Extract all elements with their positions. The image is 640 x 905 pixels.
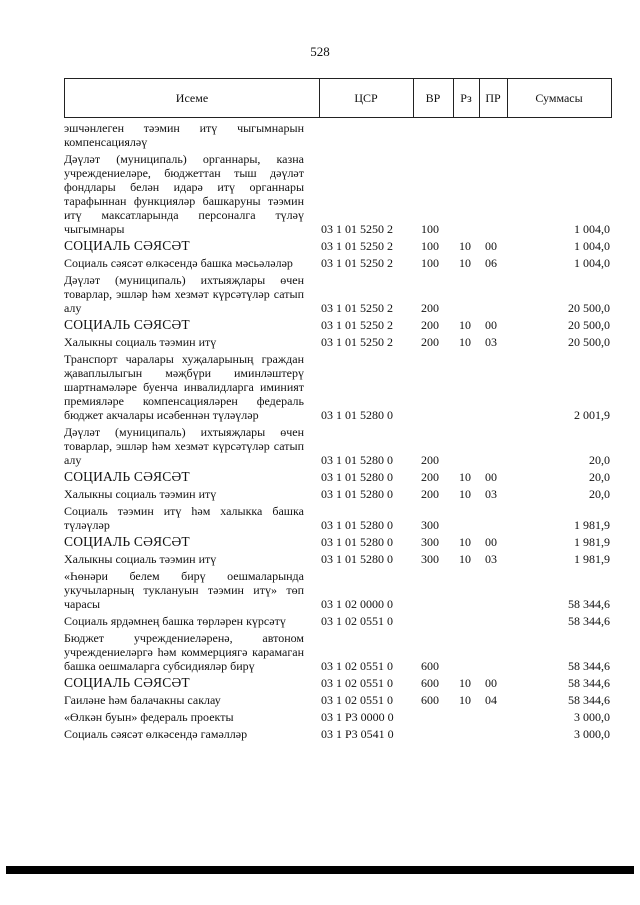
row-csr: 03 1 01 5250 2 bbox=[321, 222, 393, 236]
row-sum: 1 004,0 bbox=[574, 256, 610, 270]
row-vr: 200 bbox=[421, 335, 439, 349]
row-name: «Һөнәри белем бирү оешмаларында укучыларның туклануын тәэмин итү» төп чарасы bbox=[64, 569, 304, 611]
row-sum: 1 981,9 bbox=[574, 535, 610, 549]
table-row bbox=[64, 676, 612, 690]
row-name: СОЦИАЛЬ СӘЯСӘТ bbox=[64, 238, 190, 253]
table-row bbox=[64, 569, 612, 611]
row-sum: 58 344,6 bbox=[568, 597, 610, 611]
row-pr: 04 bbox=[485, 693, 497, 707]
row-pr: 00 bbox=[485, 535, 497, 549]
row-sum: 58 344,6 bbox=[568, 659, 610, 673]
table-row bbox=[64, 335, 612, 349]
row-name: СОЦИАЛЬ СӘЯСӘТ bbox=[64, 675, 190, 690]
row-pr: 00 bbox=[485, 676, 497, 690]
row-csr: 03 1 01 5280 0 bbox=[321, 535, 393, 549]
row-name: эшчәнлеген тәэмин итү чыгымнарын компенсацияләү bbox=[64, 121, 304, 149]
row-name: Халыкны социаль тәэмин итү bbox=[64, 335, 217, 349]
row-csr: 03 1 02 0551 0 bbox=[321, 614, 393, 628]
row-csr: 03 1 01 5250 2 bbox=[321, 318, 393, 332]
row-csr: 03 1 01 5280 0 bbox=[321, 552, 393, 566]
row-name: СОЦИАЛЬ СӘЯСӘТ bbox=[64, 317, 190, 332]
row-csr: 03 1 02 0551 0 bbox=[321, 676, 393, 690]
row-csr: 03 1 01 5280 0 bbox=[321, 408, 393, 422]
table-row bbox=[64, 256, 612, 270]
row-rz: 10 bbox=[459, 335, 471, 349]
row-vr: 200 bbox=[421, 301, 439, 315]
table-row bbox=[64, 239, 612, 253]
row-vr: 600 bbox=[421, 693, 439, 707]
row-name: Дәүләт (муниципаль) ихтыяҗлары өчен товарлар, эшләр һәм хезмәт күрсәтүләр сатып алу bbox=[64, 273, 304, 315]
row-name: Дәүләт (муниципаль) ихтыяҗлары өчен товарлар, эшләр һәм хезмәт күрсәтүләр сатып алу bbox=[64, 425, 304, 467]
row-sum: 20,0 bbox=[589, 470, 610, 484]
row-name: Бюджет учреждениеләренә, автоном учреждениеләргә һәм коммерциягә карамаган башка оешмаларга субсидияләр бирү bbox=[64, 631, 304, 673]
row-csr: 03 1 02 0551 0 bbox=[321, 659, 393, 673]
row-rz: 10 bbox=[459, 487, 471, 501]
row-vr: 200 bbox=[421, 318, 439, 332]
row-name: Социаль сәясәт өлкәсендә башка мәсьәләләр bbox=[64, 256, 293, 270]
row-vr: 600 bbox=[421, 676, 439, 690]
table-row bbox=[64, 614, 612, 628]
row-csr: 03 1 02 0000 0 bbox=[321, 597, 393, 611]
table-row bbox=[64, 727, 612, 741]
row-sum: 1 981,9 bbox=[574, 518, 610, 532]
budget-table-body bbox=[64, 121, 612, 744]
row-vr: 200 bbox=[421, 470, 439, 484]
row-name: Социаль сәясәт өлкәсендә гамәлләр bbox=[64, 727, 248, 741]
header-name: Исеме bbox=[175, 91, 209, 105]
row-rz: 10 bbox=[459, 693, 471, 707]
row-sum: 58 344,6 bbox=[568, 693, 610, 707]
row-csr: 03 1 01 5280 0 bbox=[321, 518, 393, 532]
row-csr: 03 1 01 5250 2 bbox=[321, 301, 393, 315]
table-row bbox=[64, 552, 612, 566]
row-vr: 100 bbox=[421, 222, 439, 236]
row-vr: 100 bbox=[421, 256, 439, 270]
row-rz: 10 bbox=[459, 318, 471, 332]
row-sum: 20,0 bbox=[589, 453, 610, 467]
table-row bbox=[64, 535, 612, 549]
row-sum: 58 344,6 bbox=[568, 614, 610, 628]
row-rz: 10 bbox=[459, 535, 471, 549]
row-rz: 10 bbox=[459, 676, 471, 690]
table-row bbox=[64, 470, 612, 484]
table-row bbox=[64, 693, 612, 707]
row-sum: 58 344,6 bbox=[568, 676, 610, 690]
row-name: СОЦИАЛЬ СӘЯСӘТ bbox=[64, 469, 190, 484]
row-vr: 300 bbox=[421, 535, 439, 549]
header-sum: Суммасы bbox=[535, 91, 583, 105]
table-row bbox=[64, 352, 612, 422]
header-vr: ВР bbox=[425, 91, 441, 105]
row-csr: 03 1 02 0551 0 bbox=[321, 693, 393, 707]
table-row bbox=[64, 710, 612, 724]
row-pr: 03 bbox=[485, 552, 497, 566]
row-pr: 00 bbox=[485, 239, 497, 253]
table-row bbox=[64, 487, 612, 501]
row-rz: 10 bbox=[459, 552, 471, 566]
row-sum: 1 981,9 bbox=[574, 552, 610, 566]
row-name: Халыкны социаль тәэмин итү bbox=[64, 487, 217, 501]
page-bottom-bar bbox=[6, 866, 634, 874]
row-sum: 20 500,0 bbox=[568, 301, 610, 315]
row-csr: 03 1 P3 0541 0 bbox=[321, 727, 394, 741]
table-row bbox=[64, 631, 612, 673]
row-vr: 600 bbox=[421, 659, 439, 673]
row-name: «Өлкән буын» федераль проекты bbox=[64, 710, 234, 724]
row-pr: 06 bbox=[485, 256, 497, 270]
row-pr: 03 bbox=[485, 335, 497, 349]
header-rz: Рз bbox=[460, 91, 472, 105]
table-row bbox=[64, 425, 612, 467]
row-sum: 3 000,0 bbox=[574, 727, 610, 741]
header-pr: ПР bbox=[485, 91, 501, 105]
row-sum: 1 004,0 bbox=[574, 222, 610, 236]
row-name: СОЦИАЛЬ СӘЯСӘТ bbox=[64, 534, 190, 549]
table-row bbox=[64, 504, 612, 532]
row-vr: 200 bbox=[421, 487, 439, 501]
row-csr: 03 1 01 5250 2 bbox=[321, 239, 393, 253]
row-pr: 03 bbox=[485, 487, 497, 501]
row-name: Социаль тәэмин итү һәм халыкка башка түләүләр bbox=[64, 504, 304, 532]
row-sum: 20,0 bbox=[589, 487, 610, 501]
row-pr: 00 bbox=[485, 318, 497, 332]
table-row bbox=[64, 152, 612, 236]
table-row bbox=[64, 273, 612, 315]
row-rz: 10 bbox=[459, 256, 471, 270]
row-rz: 10 bbox=[459, 470, 471, 484]
row-name: Транспорт чаралары хуҗаларының граждан җаваплылыгын мәҗбүри иминләштерү шартнамәләре буенча инвалидларга иминият премияләре компенсацияләрен федераль бюджет акчалары исәбеннән түләүләр bbox=[64, 352, 304, 422]
table-header bbox=[64, 78, 612, 118]
table-row bbox=[64, 121, 612, 149]
row-pr: 00 bbox=[485, 470, 497, 484]
row-csr: 03 1 01 5280 0 bbox=[321, 487, 393, 501]
row-name: Дәүләт (муниципаль) органнары, казна учреждениеләре, бюджеттан тыш дәүләт фондлары белән идарә итү органнары тарафыннан функцияләр башкаруны тәэмин итү максатларында персоналга түләү чыгымнары bbox=[64, 152, 304, 236]
row-sum: 20 500,0 bbox=[568, 318, 610, 332]
row-csr: 03 1 P3 0000 0 bbox=[321, 710, 394, 724]
row-vr: 300 bbox=[421, 552, 439, 566]
row-name: Гаиләне һәм балачакны саклау bbox=[64, 693, 221, 707]
row-sum: 1 004,0 bbox=[574, 239, 610, 253]
row-sum: 20 500,0 bbox=[568, 335, 610, 349]
row-csr: 03 1 01 5250 2 bbox=[321, 335, 393, 349]
header-csr: ЦСР bbox=[354, 91, 378, 105]
row-csr: 03 1 01 5280 0 bbox=[321, 453, 393, 467]
row-vr: 300 bbox=[421, 518, 439, 532]
row-name: Халыкны социаль тәэмин итү bbox=[64, 552, 217, 566]
page-number: 528 bbox=[310, 44, 330, 59]
row-sum: 2 001,9 bbox=[574, 408, 610, 422]
row-csr: 03 1 01 5250 2 bbox=[321, 256, 393, 270]
row-vr: 100 bbox=[421, 239, 439, 253]
row-csr: 03 1 01 5280 0 bbox=[321, 470, 393, 484]
row-sum: 3 000,0 bbox=[574, 710, 610, 724]
row-vr: 200 bbox=[421, 453, 439, 467]
row-name: Социаль ярдәмнең башка төрләрен күрсәтү bbox=[64, 614, 286, 628]
table-row bbox=[64, 318, 612, 332]
row-rz: 10 bbox=[459, 239, 471, 253]
